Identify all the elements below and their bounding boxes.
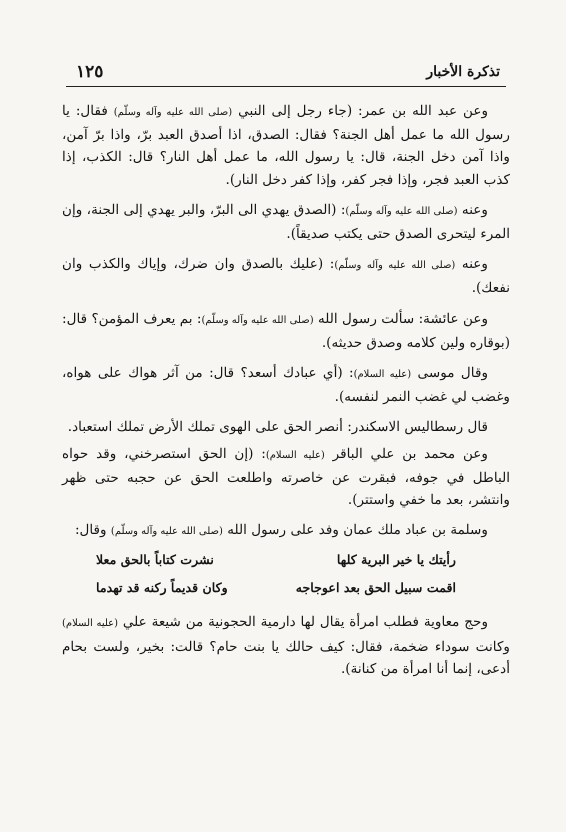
paragraph-7	[62, 443, 510, 512]
salawat-formula: (صلى الله عليه وآله وسلّم)	[110, 526, 223, 538]
page-number: ١٢٥	[76, 62, 104, 82]
paragraph-2	[62, 199, 510, 245]
paragraph-1	[62, 100, 510, 191]
paragraph-2-text-a: وعنه	[457, 201, 488, 218]
paragraph-5	[62, 362, 510, 408]
salawat-formula: (صلى الله عليه وآله وسلّم)	[345, 205, 458, 217]
verse-2-first-hemistich: اقمت سبيل الحق بعد اعوجاجه	[295, 580, 456, 596]
verse-1-first-hemistich: رأيتك يا خير البرية كلها	[336, 552, 456, 568]
blessing-formula: (عليه السلام)	[265, 449, 325, 461]
paragraph-8-text-b: وقال:	[74, 522, 111, 539]
salawat-formula: (صلى الله عليه وآله وسلّم)	[113, 107, 233, 118]
paragraph-9	[62, 611, 510, 680]
paragraph-9-text-a: وحج معاوية فطلب امرأة يقال لها دارمية الحجونية من شيعة علي	[118, 614, 489, 631]
paragraph-2-text-b: : (الصدق يهدي الى البرّ، والبر يهدي إلى الجنة، وإن المرء ليتحرى الصدق حتى يكتب صديقاً).	[62, 201, 510, 243]
paragraph-4	[62, 308, 510, 354]
paragraph-5-text-a: وقال موسى	[411, 365, 489, 382]
verse-1-second-hemistich: نشرت كتاباً بالحق معلا	[96, 552, 214, 568]
blessing-formula: (عليه السلام)	[62, 618, 119, 630]
paragraph-7-text-b: : (إن الحق استصرخني، وقد حواه الباطل في جوفه، فبقرت عن خاصرته واطلعت الحق عن حجبه حتى ظهر وانتشر، بعد ما خفي واستتر).	[62, 445, 510, 509]
salawat-formula: (صلى الله عليه وآله وسلّم)	[334, 260, 456, 272]
paragraph-5-text-b: : (أي عبادك أسعد؟ قال: من آثر هواك على هواه، وغضب لي غضب النمر لنفسه).	[62, 365, 510, 406]
paragraph-8-text-a: وسلمة بن عباد ملك عمان وفد على رسول الله	[222, 522, 488, 539]
page-header	[66, 58, 506, 87]
paragraph-7-text-a: وعن محمد بن علي الباقر	[324, 445, 488, 462]
paragraph-3	[62, 253, 510, 299]
paragraph-3-text-a: وعنه	[455, 256, 488, 273]
paragraph-4-text-b: : بم يعرف المؤمن؟ قال: (بوقاره ولين كلامه وصدق حديثه).	[62, 310, 510, 351]
blessing-formula: (عليه السلام)	[353, 369, 412, 381]
paragraph-1-text-b: فقال: يا رسول الله ما عمل أهل الجنة؟ فقال: الصدق، اذا أصدق العبد برّ، واذا برّ آمن، واذا آمن دخل الجنة، قال: يا رسول الله، ما عمل أهل النار؟ قال: الكذب، إذا كذب العبد فجر، وإذا فجر كفر، وإذا كفر دخل النار).	[62, 103, 510, 188]
paragraph-6	[62, 416, 510, 438]
verse-line-1	[62, 549, 510, 573]
paragraph-9-text-b: وكانت سوداء ضخمة، فقال: كيف حالك يا بنت حام؟ قالت: بخير، ولست بحام أدعى، إنما أنا امرأة من كنانة).	[62, 638, 510, 677]
paragraph-1-text-a: وعن عبد الله بن عمر: (جاء رجل إلى النبي	[232, 103, 489, 119]
running-title: تذكرة الأخبار	[426, 64, 500, 80]
verse-line-2	[62, 577, 510, 601]
paragraph-3-text-b: : (عليك بالصدق وان ضرك، وإياك والكذب وان نفعك).	[62, 256, 510, 297]
paragraph-4-text-a: وعن عائشة: سألت رسول الله	[313, 310, 489, 327]
paragraph-6-text: قال رسطاليس الاسكندر: أنصر الحق على الهوى تملك الأرض تملك استعباد.	[67, 419, 488, 436]
salawat-formula: (صلى الله عليه وآله وسلّم)	[201, 314, 314, 326]
page-body	[62, 100, 510, 688]
poem-verse	[62, 547, 510, 605]
paragraph-8	[62, 519, 510, 543]
verse-2-second-hemistich: وكان قديماً ركنه قد تهدما	[96, 580, 228, 596]
